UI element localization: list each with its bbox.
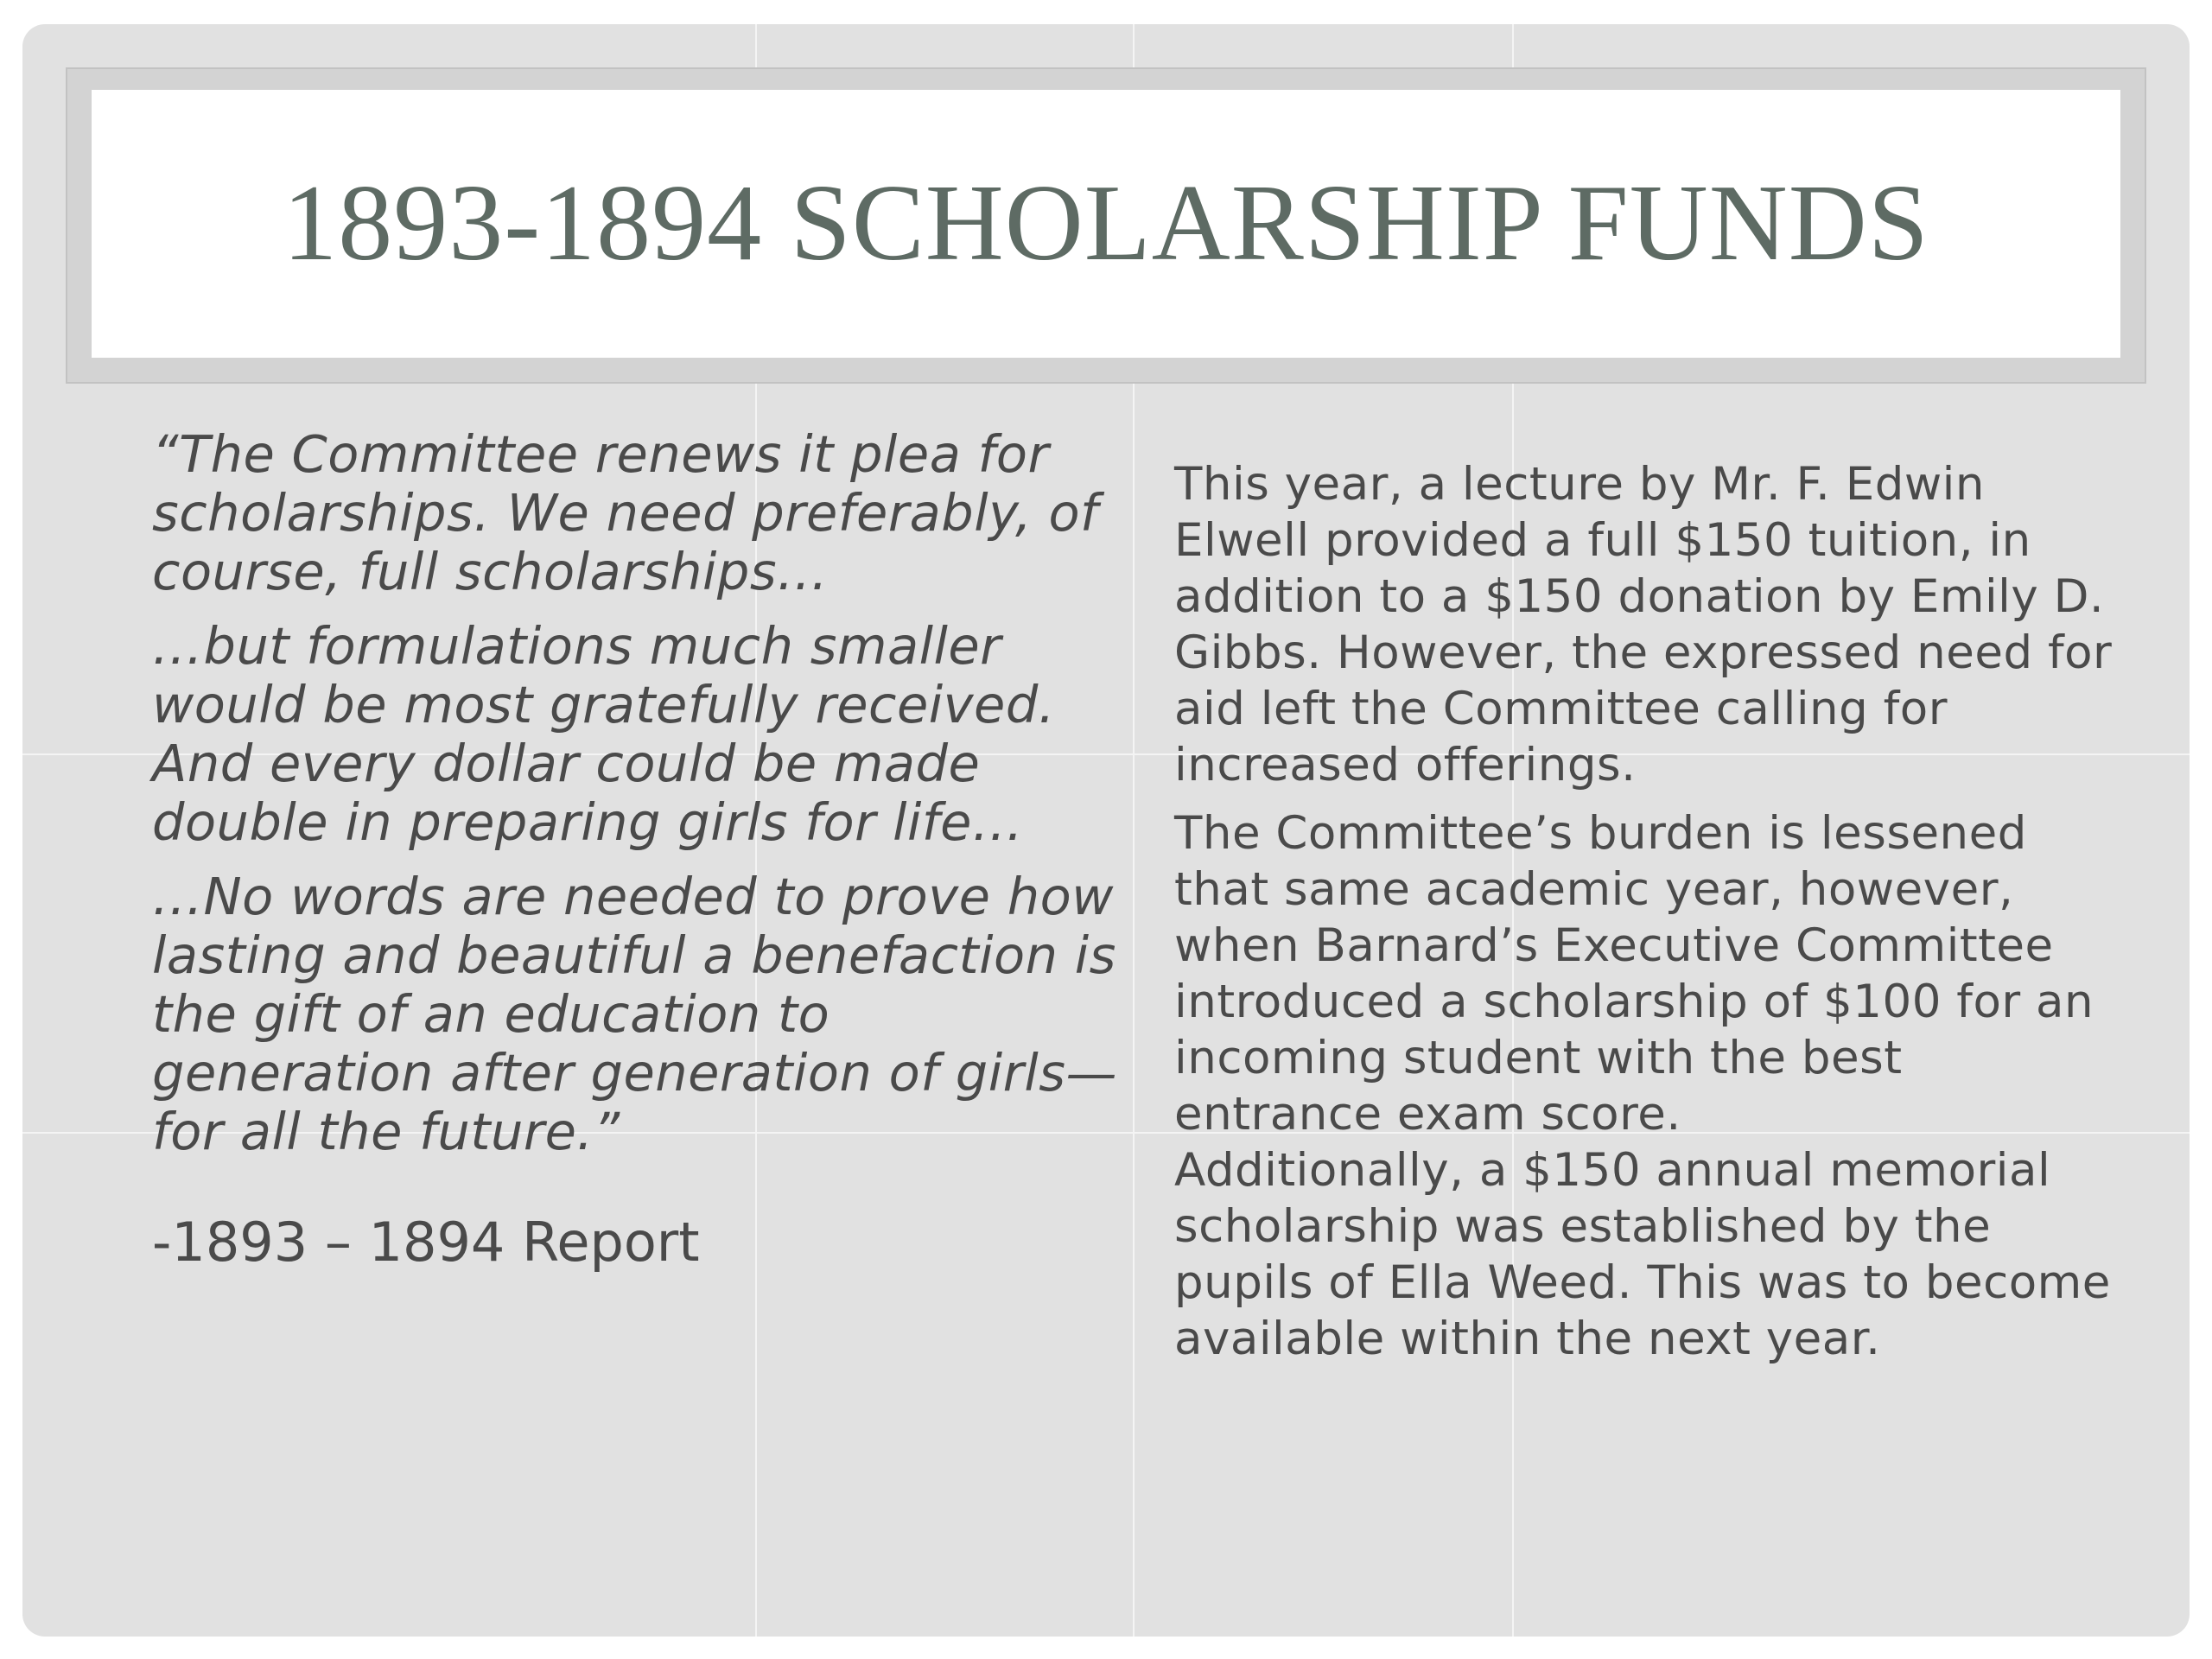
body-paragraph: This year, a lecture by Mr. F. Edwin Elwell provided a full $150 tuition, in addition to a $150 donation by Emily D. Gibbs. However, the expressed need for aid left the Committee calling for increased offerings. (1174, 458, 2113, 791)
slide-title: 1893-1894 SCHOLARSHIP FUNDS (283, 163, 1929, 283)
quote-block (152, 425, 1120, 1161)
quote-attribution: -1893 – 1894 Report (152, 1211, 700, 1274)
body-paragraph: Additionally, a $150 annual memorial scholarship was established by the pupils of Ella Weed. This was to become available within the next year. (1174, 1144, 2111, 1365)
body-column (1174, 456, 2125, 1367)
slide (22, 24, 2190, 1637)
body-paragraph: The Committee’s burden is lessened that same academic year, however, when Barnard’s Executive Committee introduced a scholarship of $100 for an incoming student with the best entrance exam score. (1174, 807, 2094, 1141)
quote-paragraph: “The Committee renews it plea for scholarships. We need preferably, of course, full scholarships… (152, 424, 1099, 601)
title-box (92, 90, 2120, 358)
quote-paragraph: …No words are needed to prove how lasting and beautiful a benefaction is the gift of an education to generation after generation of girls—for all the future.” (152, 867, 1117, 1161)
title-frame (66, 67, 2146, 384)
quote-column (152, 425, 1120, 1274)
quote-paragraph: …but formulations much smaller would be most gratefully received. And every dollar could be made double in preparing girls for life… (152, 616, 1056, 852)
